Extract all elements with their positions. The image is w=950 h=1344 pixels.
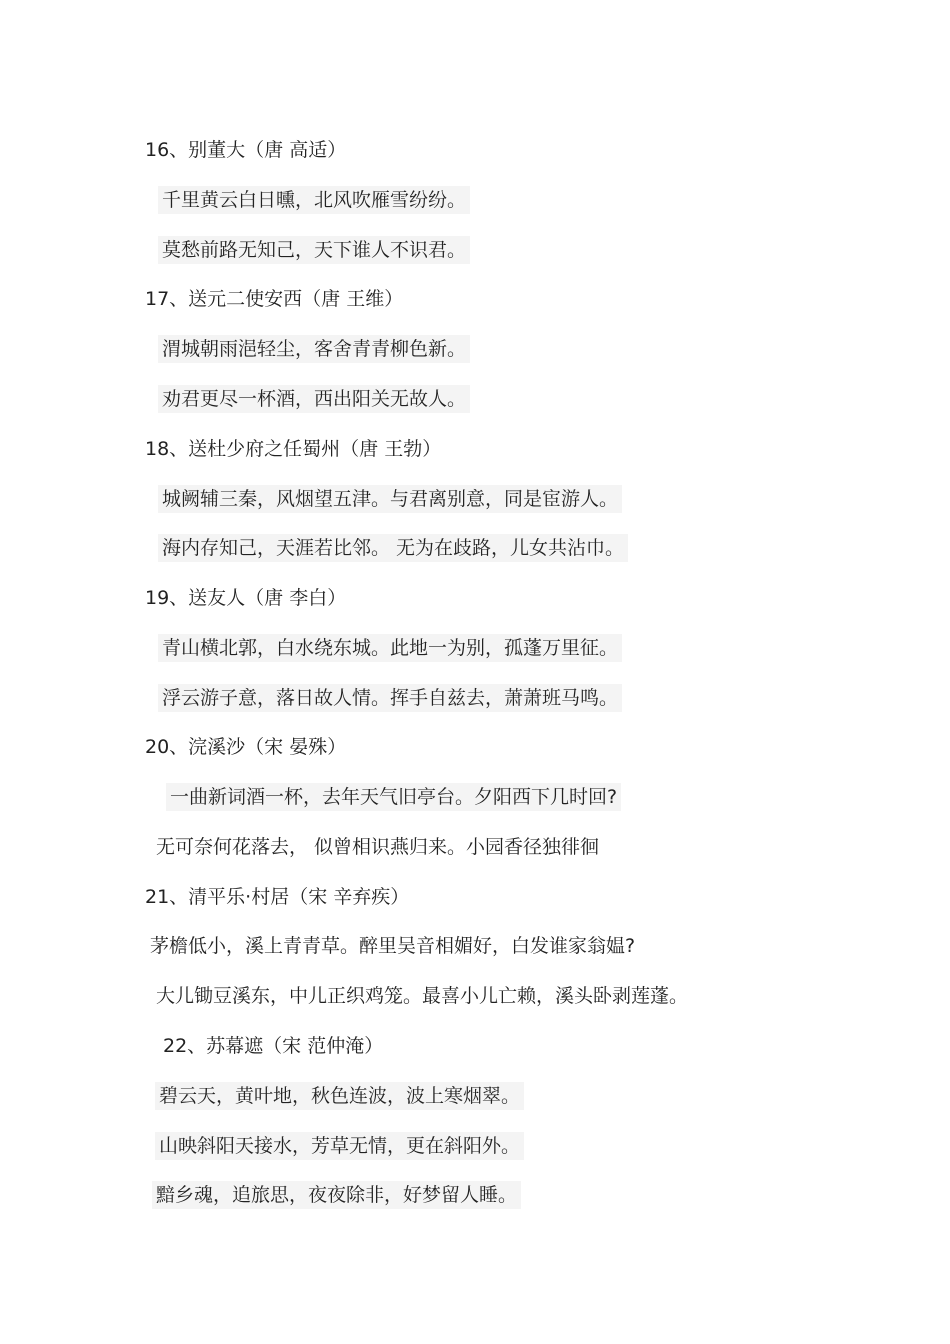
poem-line: 一曲新词酒一杯，去年天气旧亭台。夕阳西下几时回? xyxy=(166,783,621,811)
poem-line: 莫愁前路无知己，天下谁人不识君。 xyxy=(158,236,470,264)
poem-line: 渭城朝雨浥轻尘，客舍青青柳色新。 xyxy=(158,335,470,363)
poem-line: 黯乡魂，追旅思，夜夜除非，好梦留人睡。 xyxy=(152,1181,521,1209)
poem-line: 浮云游子意，落日故人情。挥手自兹去，萧萧班马鸣。 xyxy=(158,684,622,712)
poem-line: 无可奈何花落去， 似曾相识燕归来。小园香径独徘徊 xyxy=(156,836,600,858)
poem-line: 大儿锄豆溪东，中儿正织鸡笼。最喜小儿亡赖，溪头卧剥莲蓬。 xyxy=(156,985,689,1007)
poem-title: 18、送杜少府之任蜀州（唐 王勃） xyxy=(145,438,442,460)
poem-line: 青山横北郭，白水绕东城。此地一为别，孤蓬万里征。 xyxy=(158,634,622,662)
poem-title: 20、浣溪沙（宋 晏殊） xyxy=(145,736,347,758)
poem-line: 城阙辅三秦，风烟望五津。与君离别意，同是宦游人。 xyxy=(158,485,622,513)
poem-line: 劝君更尽一杯酒，西出阳关无故人。 xyxy=(158,385,470,413)
poem-title: 22、苏幕遮（宋 范仲淹） xyxy=(163,1035,384,1057)
poem-title: 16、别董大（唐 高适） xyxy=(145,139,347,161)
poem-line: 茅檐低小，溪上青青草。醉里吴音相媚好，白发谁家翁媪? xyxy=(150,935,636,957)
poem-title: 17、送元二使安西（唐 王维） xyxy=(145,288,404,310)
poem-title: 19、送友人（唐 李白） xyxy=(145,587,347,609)
poem-line: 海内存知己，天涯若比邻。 无为在歧路，儿女共沾巾。 xyxy=(158,534,628,562)
poem-title: 21、清平乐·村居（宋 辛弃疾） xyxy=(145,886,410,908)
poem-line: 碧云天，黄叶地，秋色连波，波上寒烟翠。 xyxy=(155,1082,524,1110)
poem-line: 山映斜阳天接水，芳草无情，更在斜阳外。 xyxy=(155,1132,524,1160)
poem-line: 千里黄云白日曛，北风吹雁雪纷纷。 xyxy=(158,186,470,214)
